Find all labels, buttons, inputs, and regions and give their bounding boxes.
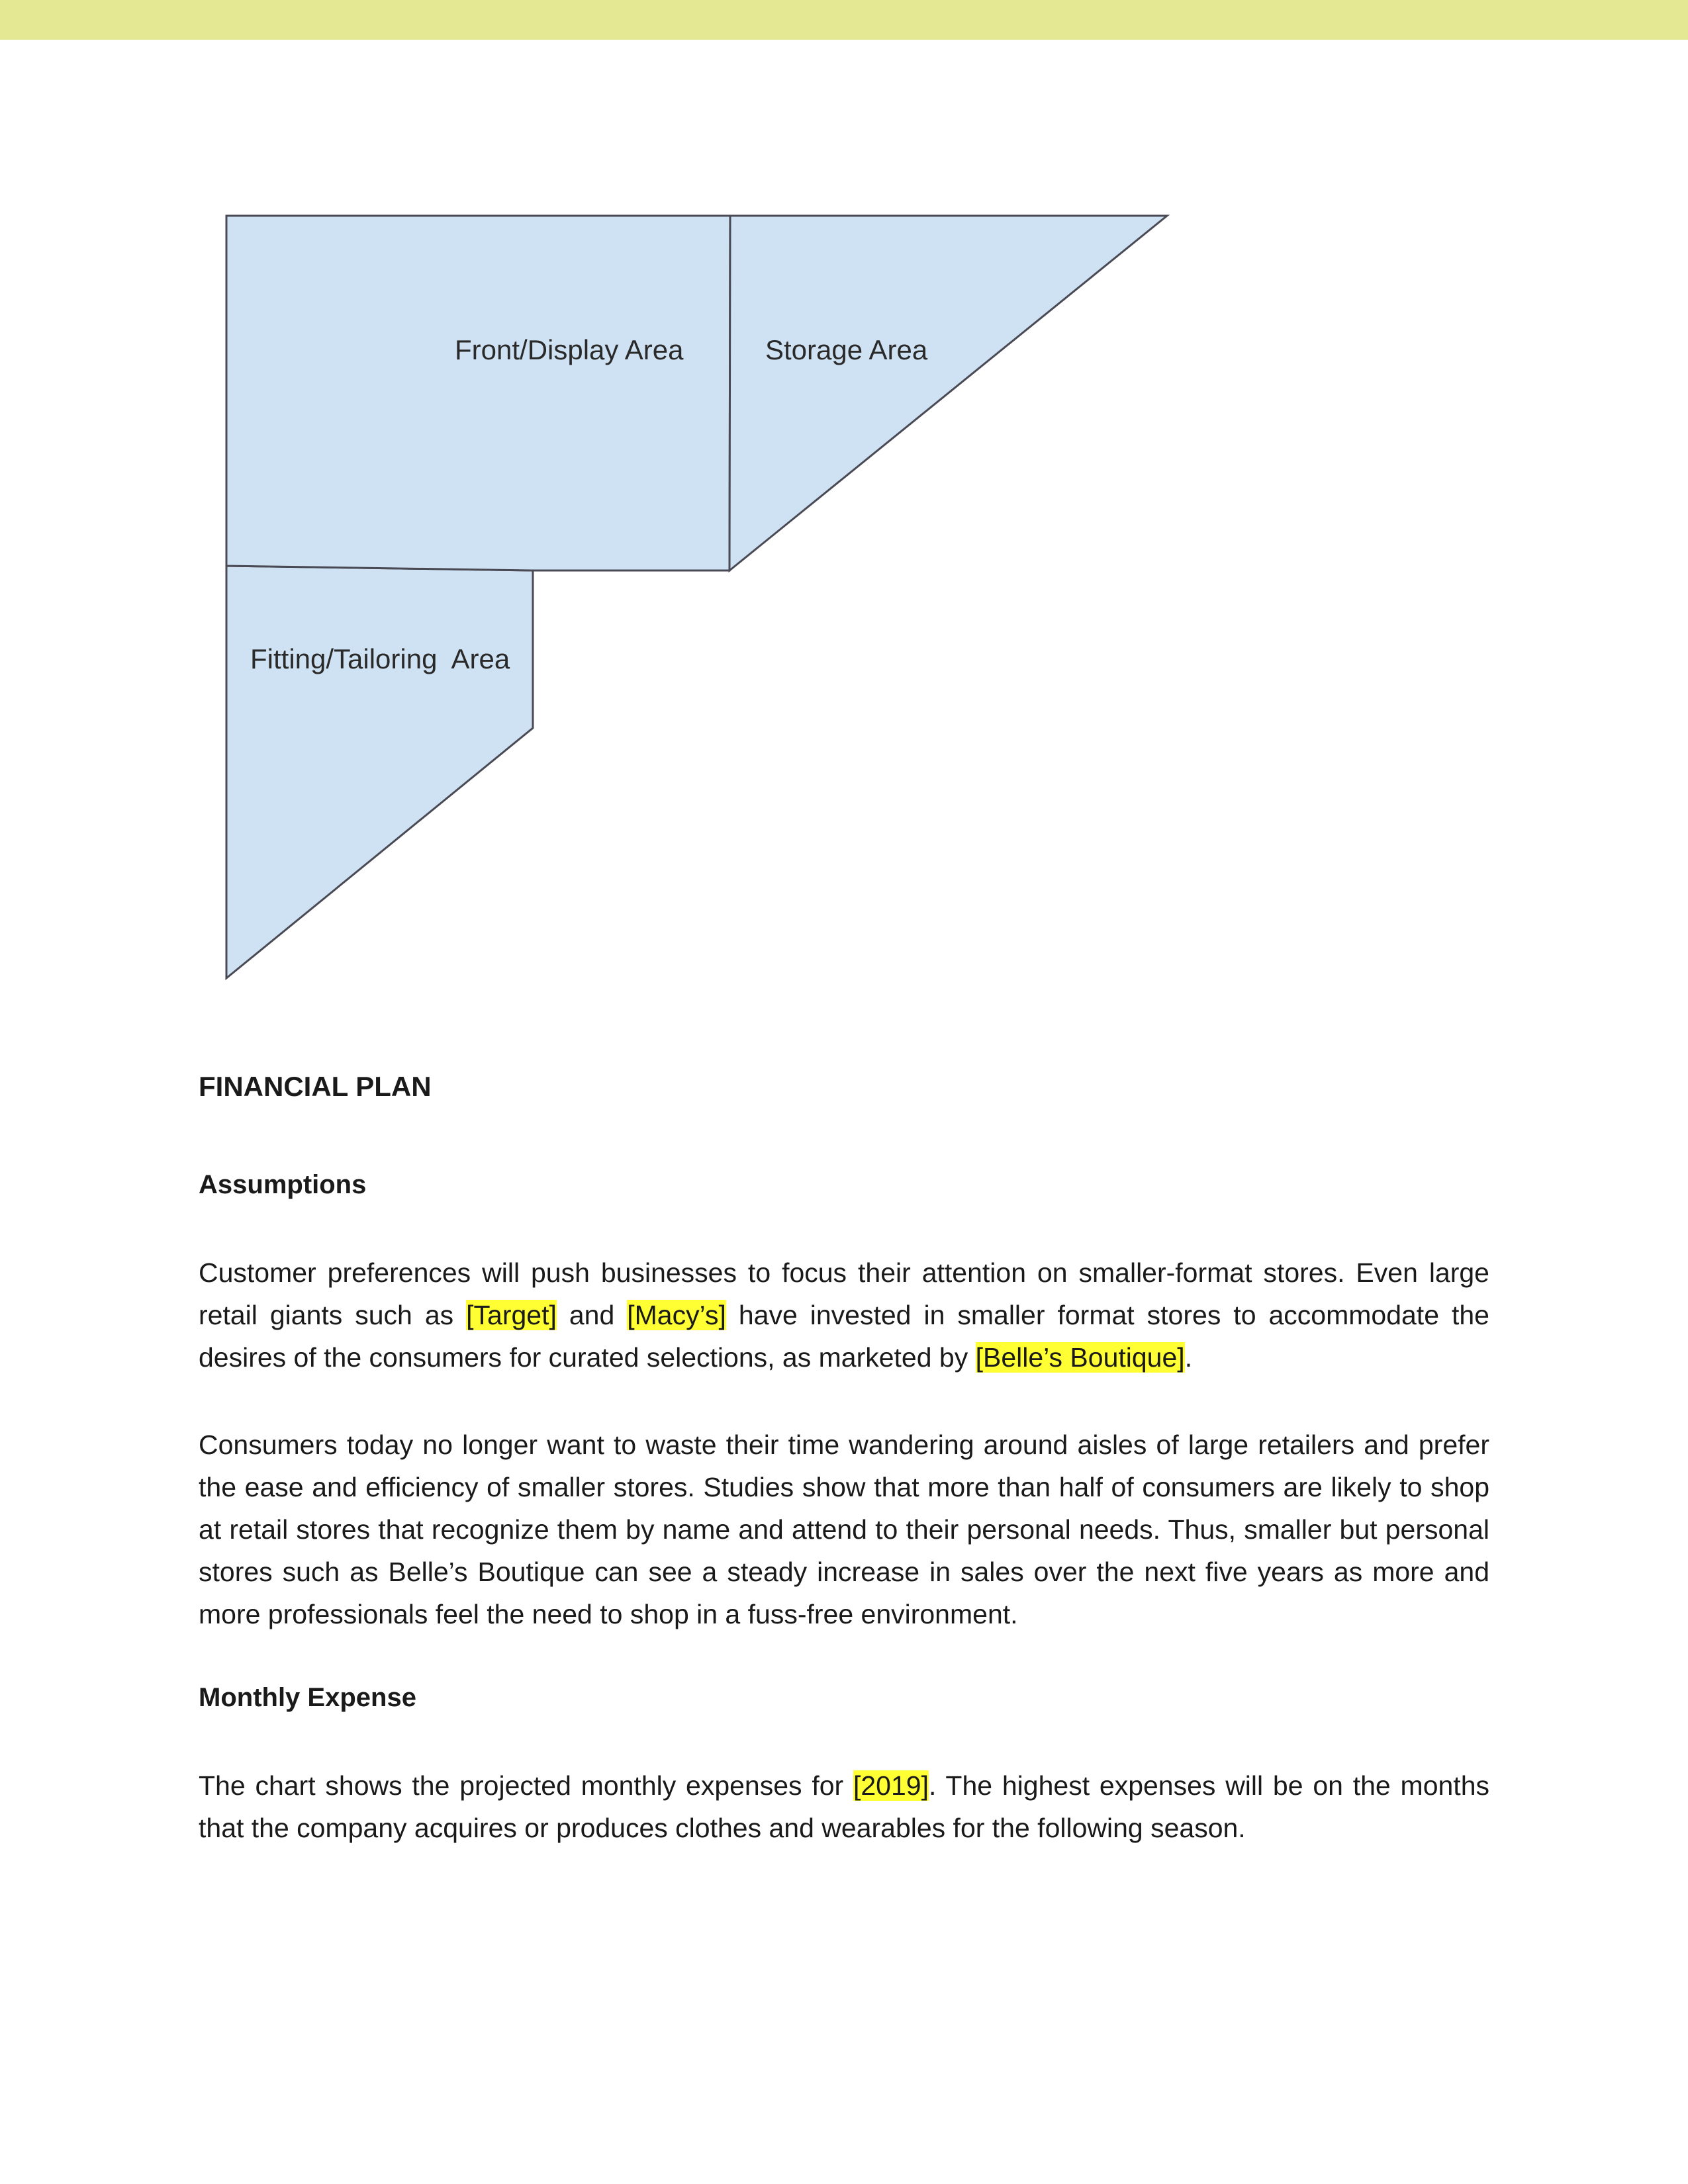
assumptions-heading: Assumptions	[199, 1169, 367, 1199]
text-run: have invested in smaller format stores to accommodate the desires of the consumers for curated selections, as marketed by	[199, 1299, 1489, 1373]
placeholder-highlight-boutique: [Belle’s Boutique]	[975, 1342, 1185, 1373]
placeholder-highlight-year: [2019]	[853, 1770, 929, 1801]
monthly-expense-heading: Monthly Expense	[199, 1682, 416, 1712]
storage-area-shape	[729, 216, 1167, 570]
text-run: . The highest expenses will be on the months that the company acquires or produces clothes and wearables for the following season.	[199, 1770, 1489, 1843]
fitting-area-label: Fitting/Tailoring Area	[250, 643, 510, 674]
front-display-area-shape	[226, 216, 730, 570]
text-run: .	[1184, 1342, 1193, 1373]
text-run: The chart shows the projected monthly expenses for	[199, 1770, 853, 1801]
assumptions-paragraph-1	[199, 1251, 1489, 1379]
storage-area-label: Storage Area	[765, 334, 928, 365]
floor-plan-diagram	[218, 205, 1185, 993]
fitting-area-shape	[226, 566, 533, 978]
text-run: Customer preferences will push businesses to focus their attention on smaller-format stores. Even large retail giants such as	[199, 1257, 1489, 1330]
monthly-expense-paragraph	[199, 1764, 1489, 1849]
section-title: FINANCIAL PLAN	[199, 1071, 432, 1102]
placeholder-highlight-macys: [Macy’s]	[627, 1299, 726, 1330]
top-color-band	[0, 0, 1688, 40]
front-display-area-label: Front/Display Area	[455, 334, 684, 365]
assumptions-paragraph-2: Consumers today no longer want to waste their time wandering around aisles of large retailers and prefer the ease and efficiency of smaller stores. Studies show that more than half of consumers are likely to shop at retail stores that recognize them by name and attend to their personal needs. Thus, smaller but personal stores such as Belle’s Boutique can see a steady increase in sales over the next five years as more and more professionals feel the need to shop in a fuss-free environment.	[199, 1429, 1489, 1629]
placeholder-highlight-target: [Target]	[466, 1299, 557, 1330]
store-floor-plan	[218, 205, 1185, 993]
financial-plan-section	[199, 1069, 1489, 1849]
text-run: and	[556, 1299, 628, 1330]
